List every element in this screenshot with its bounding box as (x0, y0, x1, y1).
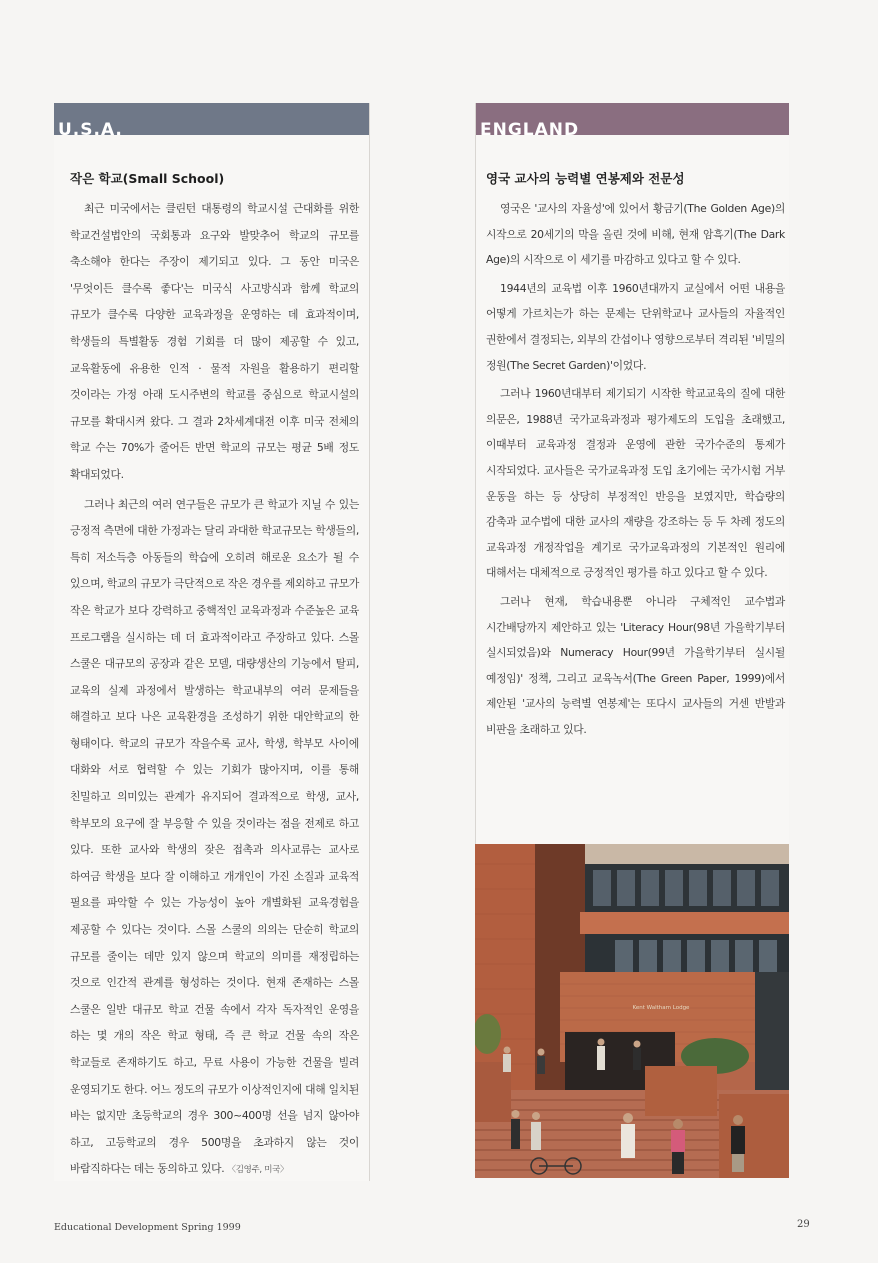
usa-column (54, 103, 370, 1181)
england-paragraph-4: 그러나 현재, 학습내용뿐 아니라 구체적인 교수법과 시간배당까지 제안하고 있는 'Literacy Hour(98년 가을학기부터 실시되었음)와 Numeracy Hour(99년 가을학기부터 실시될 예정임)' 정책, 그리고 교육녹서(The Green Paper, 1999)에서 제안된 '교사의 능력별 연봉제'는 또다시 교사들의 거센 반발과 비판을 초래하고 있다. (486, 594, 785, 736)
usa-paragraph-1: 최근 미국에서는 클린턴 대통령의 학교시설 근대화를 위한 학교건설법안의 국회통과 요구와 발맞추어 학교의 규모를 축소해야 한다는 주장이 제기되고 있다. 그 동안 미국은 '무엇이든 클수록 좋다'는 미국식 사고방식과 함께 학교의 규모가 클수록 다양한 교육과정을 운영하는 데 효과적이며, 학생들의 특별활동 경험 기회를 더 많이 제공할 수 있고, 교육활동에 유용한 인적 · 물적 자원을 활용하기 편리할 것이라는 가정 아래 도시주변의 학교를 중심으로 학교시설의 규모를 확대시켜 왔다. 그 결과 2차세계대전 이후 미국 전체의 학교 수는 70%가 줄어든 반면 학교의 규모는 평균 5배 정도 확대되었다. (70, 202, 359, 481)
school-building-illustration (475, 844, 789, 1178)
school-building-photo (475, 844, 789, 1178)
england-article (476, 135, 789, 742)
usa-article-heading: 작은 학교(Small School) (70, 171, 225, 186)
usa-paragraph-2-text: 그러나 최근의 여러 연구들은 규모가 큰 학교가 지닐 수 있는 긍정적 측면에 대한 가정과는 달리 과대한 학교규모는 학생들의, 특히 저소득층 아동들의 학습에 오히려 해로운 요소가 될 수 있으며, 학교의 규모가 극단적으로 작은 경우를 제외하고 규모가 작은 학교가 보다 강력하고 중핵적인 교육과정과 수준높은 교육 프로그램을 실시하는 데 더 효과적이라고 주장하고 있다. 스몰 스쿨은 대규모의 공장과 같은 모델, 대량생산의 기능에서 탈피, 교육의 실제 과정에서 발생하는 학교내부의 여러 문제들을 해결하고 보다 나은 교육환경을 조성하기 위한 대안학교의 한 형태이다. 학교의 규모가 작을수록 교사, 학생, 학부모 사이에 대화와 서로 협력할 수 있는 기회가 많아지며, 이를 통해 친밀하고 의미있는 관계가 유지되어 결과적으로 학생, 교사, 학부모의 요구에 잘 부응할 수 있을 것이라는 점을 전제로 하고 있다. 또한 교사와 학생의 잦은 접촉과 의사교류는 교사로 하여금 학생을 보다 잘 이해하고 개개인이 가진 소질과 교육적 필요를 파악할 수 있는 가능성이 높아 개별화된 교육경험을 제공할 수 있다는 것이다. 스몰 스쿨의 의의는 단순히 학교의 규모를 줄이는 데만 있지 않으며 학교의 의미를 재정립하는 것으로 인간적 관계를 형성하는 것이다. 현재 존재하는 스몰 스쿨은 일반 대규모 학교 건물 속에서 각자 독자적인 운영을 하는 몇 개의 작은 학교 형태, 즉 큰 학교 건물 속의 작은 학교들로 존재하기도 하고, 무료 사용이 가능한 건물을 빌려 운영되기도 한다. 어느 정도의 규모가 이상적인지에 대해 일치된 바는 없지만 초등학교의 경우 300~400명 선을 넘지 않아야 하고, 고등학교의 경우 500명을 초과하지 않는 것이 바람직하다는 데는 동의하고 있다. (70, 497, 359, 1176)
usa-section-label: U.S.A. (58, 120, 123, 135)
england-article-heading: 영국 교사의 능력별 연봉제와 전문성 (486, 171, 685, 186)
usa-paragraph-2 (70, 492, 359, 1184)
usa-author-credit: 〈김영주, 미국〉 (227, 1165, 289, 1176)
usa-article (54, 135, 369, 1184)
england-paragraph-1: 영국은 '교사의 자율성'에 있어서 황금기(The Golden Age)의 시작으로 20세기의 막을 올린 것에 비해, 현재 암흑기(The Dark Age)의 시작으로 이 세기를 마감하고 있다고 할 수 있다. (486, 202, 785, 267)
building-sign: Kent Waltham Lodge (632, 1005, 690, 1011)
england-paragraph-3: 그러나 1960년대부터 제기되기 시작한 학교교육의 질에 대한 의문은, 1988년 국가교육과정과 평가제도의 도입을 초래했고, 이때부터 교육과정 결정과 운영에 관한 국가수준의 통제가 시작되었다. 교사들은 국가교육과정 도입 초기에는 국가시험 거부 운동을 하는 등 상당히 부정적인 반응을 보였지만, 학습량의 감축과 교수법에 대한 교사의 재량을 강조하는 등 두 차례 정도의 교육과정 개정작업을 계기로 국가교육과정의 기본적인 원리에 대해서는 대체적으로 긍정적인 평가를 하고 있다고 할 수 있다. (486, 387, 785, 580)
england-paragraph-2: 1944년의 교육법 이후 1960년대까지 교실에서 어떤 내용을 어떻게 가르치는가 하는 문제는 단위학교나 교사들의 자율적인 권한에서 결정되는, 외부의 간섭이나 영향으로부터 격리된 '비밀의 정원(The Secret Garden)'이었다. (486, 281, 785, 372)
footer-publication: Educational Development Spring 1999 (54, 1222, 241, 1233)
england-section-band (476, 103, 789, 135)
england-section-label: ENGLAND (480, 120, 580, 135)
page-number: 29 (797, 1219, 810, 1230)
usa-section-band (54, 103, 369, 135)
